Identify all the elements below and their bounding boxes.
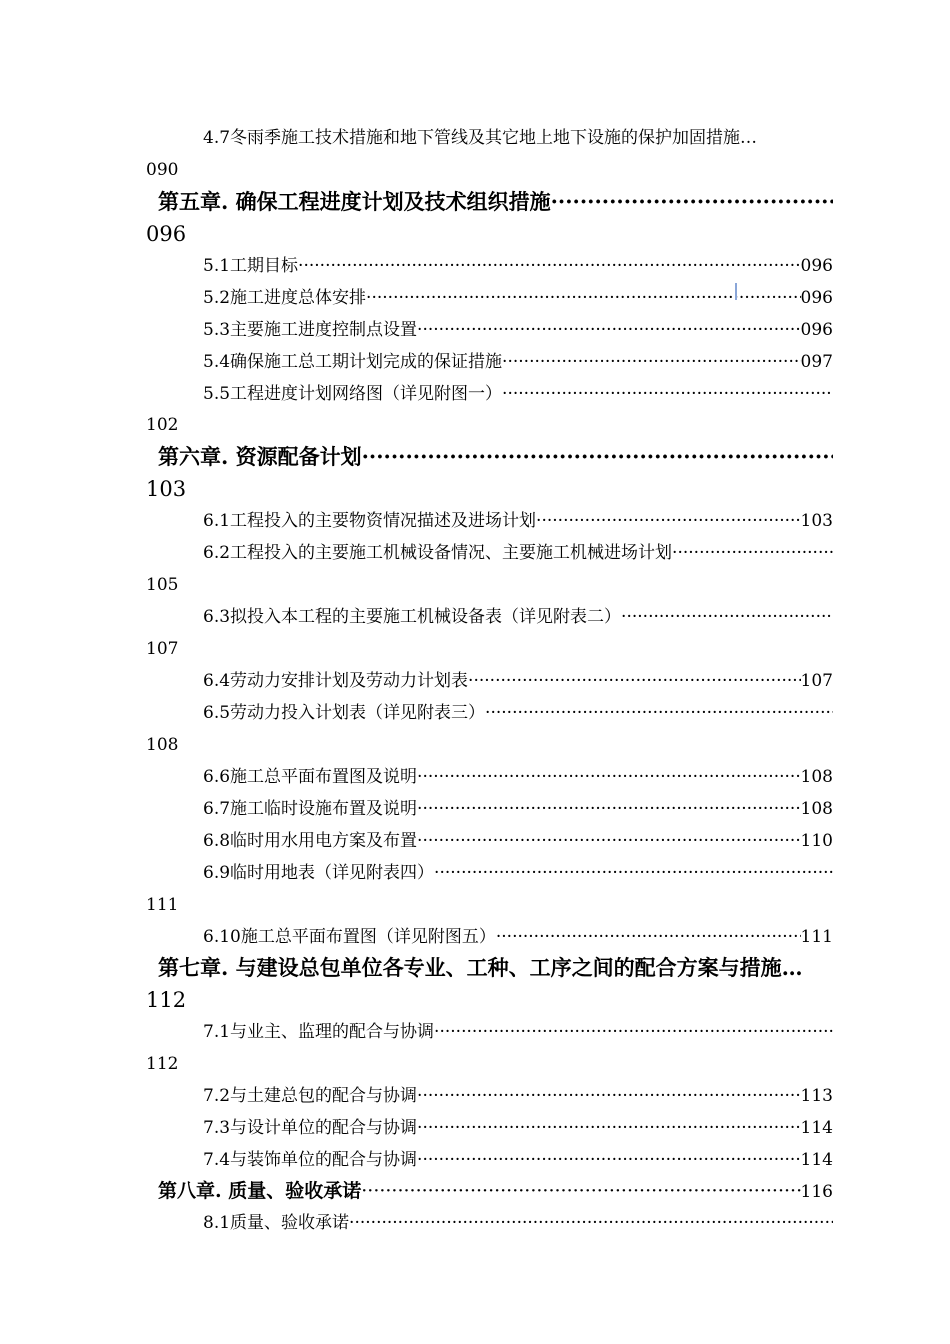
toc-entry-title: 6.3拟投入本工程的主要施工机械设备表（详见附表二） <box>203 607 622 627</box>
toc-leader-dots <box>361 1178 800 1204</box>
toc-entry-page: 097 <box>800 352 833 372</box>
toc-entry-title: 6.1工程投入的主要物资情况描述及进场计划 <box>203 511 537 531</box>
toc-entry-page: 090 <box>146 160 179 180</box>
toc-entry-title: 6.6施工总平面布置图及说明 <box>203 767 418 787</box>
toc-entry-6-6[interactable] <box>203 764 833 790</box>
toc-entry-8-1[interactable] <box>203 1210 833 1236</box>
toc-entry-page: 108 <box>800 799 833 819</box>
toc-entry-6-10[interactable] <box>203 924 833 950</box>
toc-entry-title: 5.2施工进度总体安排 <box>203 288 367 308</box>
toc-entry-page: 096 <box>800 288 833 308</box>
toc-entry-title: 5.4确保施工总工期计划完成的保证措施 <box>203 352 503 372</box>
toc-entry-page: 111 <box>146 895 179 915</box>
toc-leader-dots <box>496 924 801 950</box>
toc-leader-dots <box>536 508 801 534</box>
toc-leader-dots <box>349 1210 833 1236</box>
toc-entry-6-9[interactable] <box>203 860 833 886</box>
toc-leader-dots <box>621 604 833 630</box>
toc-entry-title: 5.3主要施工进度控制点设置 <box>203 320 418 340</box>
toc-entry-page: 111 <box>800 927 833 947</box>
toc-entry-page: 108 <box>146 735 179 755</box>
toc-entry-title: 6.4劳动力安排计划及劳动力计划表 <box>203 671 469 691</box>
toc-entry-title: 5.5工程进度计划网络图（详见附图一） <box>203 384 503 404</box>
toc-entry-6-3[interactable] <box>203 604 833 630</box>
toc-leader-dots <box>551 187 833 217</box>
toc-entry-title: 6.10施工总平面布置图（详见附图五） <box>203 927 496 947</box>
toc-entry-5-2[interactable] <box>203 285 833 311</box>
toc-entry-title: 7.2与土建总包的配合与协调 <box>203 1086 418 1106</box>
toc-chapter-page: 103 <box>146 477 187 501</box>
toc-chapter-6[interactable] <box>158 442 833 472</box>
toc-entry-6-1[interactable] <box>203 508 833 534</box>
toc-entry-5-5[interactable] <box>203 381 833 407</box>
toc-entry-title: 5.1工期目标 <box>203 256 299 276</box>
toc-entry-page: 103 <box>800 511 833 531</box>
toc-leader-dots <box>502 349 801 375</box>
toc-entry-page: 114 <box>800 1150 833 1170</box>
toc-entry-page: 096 <box>800 320 833 340</box>
toc-entry-title: 6.2工程投入的主要施工机械设备情况、主要施工机械进场计划 <box>203 543 673 563</box>
toc-entry-title: 6.8临时用水用电方案及布置 <box>203 831 418 851</box>
toc-entry-title: 6.5劳动力投入计划表（详见附表三） <box>203 703 486 723</box>
toc-entry-6-8[interactable] <box>203 828 833 854</box>
toc-chapter-page: 096 <box>146 222 187 246</box>
toc-leader-dots <box>362 442 833 472</box>
toc-chapter-8[interactable] <box>158 1178 833 1204</box>
toc-entry-7-2[interactable] <box>203 1083 833 1109</box>
toc-entry-page: 102 <box>146 415 179 435</box>
toc-leader-dots <box>434 860 833 886</box>
toc-entry-page: 107 <box>146 639 179 659</box>
toc-leader-dots <box>502 381 833 407</box>
toc-leader-dots <box>485 700 833 726</box>
toc-entry-page: 113 <box>800 1086 833 1106</box>
toc-entry-page: 107 <box>800 671 833 691</box>
toc-entry-page: 108 <box>800 767 833 787</box>
toc-leader-dots <box>298 253 801 279</box>
toc-chapter-title: 第五章. 确保工程进度计划及技术组织措施 <box>158 189 551 214</box>
toc-entry-7-1[interactable] <box>203 1019 833 1045</box>
toc-leader-dots <box>468 668 801 694</box>
toc-chapter-5[interactable] <box>158 187 833 217</box>
toc-entry-6-2[interactable] <box>203 540 833 566</box>
toc-chapter-title: 第六章. 资源配备计划 <box>158 444 362 469</box>
toc-leader-dots <box>417 1147 801 1173</box>
toc-leader-dots <box>417 828 801 854</box>
toc-entry-5-1[interactable] <box>203 253 833 279</box>
toc-leader-dots <box>434 1019 833 1045</box>
toc-leader-dots <box>417 1083 801 1109</box>
toc-leader-dots <box>417 317 801 343</box>
toc-entry-page: 105 <box>146 575 179 595</box>
toc-entry-page: 114 <box>800 1118 833 1138</box>
toc-entry-page: 110 <box>800 831 833 851</box>
toc-entry-title: 6.7施工临时设施布置及说明 <box>203 799 418 819</box>
toc-entry-7-4[interactable] <box>203 1147 833 1173</box>
toc-entry-6-7[interactable] <box>203 796 833 822</box>
toc-entry-6-4[interactable] <box>203 668 833 694</box>
text-cursor <box>735 283 737 300</box>
toc-chapter-title: 第八章. 质量、验收承诺 <box>158 1180 362 1202</box>
toc-entry-5-3[interactable] <box>203 317 833 343</box>
toc-chapter-page: 116 <box>800 1182 833 1202</box>
toc-entry-title: 8.1质量、验收承诺 <box>203 1213 350 1233</box>
toc-entry-title: 7.3与设计单位的配合与协调 <box>203 1118 418 1138</box>
toc-entry-page: 096 <box>800 256 833 276</box>
toc-chapter-page: 112 <box>146 988 187 1012</box>
toc-entry-7-3[interactable] <box>203 1115 833 1141</box>
toc-leader-dots <box>417 796 801 822</box>
toc-leader-dots <box>417 764 801 790</box>
toc-leader-dots <box>672 540 833 566</box>
toc-entry-title: 6.9临时用地表（详见附表四） <box>203 863 435 883</box>
toc-entry-6-5[interactable] <box>203 700 833 726</box>
toc-chapter-title: 第七章. 与建设总包单位各专业、工种、工序之间的配合方案与措施… <box>158 955 803 980</box>
toc-chapter-7[interactable] <box>158 953 833 983</box>
toc-entry-title: 7.4与装饰单位的配合与协调 <box>203 1150 418 1170</box>
toc-entry-title: 7.1与业主、监理的配合与协调 <box>203 1022 435 1042</box>
toc-entry-5-4[interactable] <box>203 349 833 375</box>
toc-entry-4-7[interactable] <box>203 125 833 151</box>
toc-entry-title: 4.7冬雨季施工技术措施和地下管线及其它地上地下设施的保护加固措施… <box>203 128 758 148</box>
toc-entry-page: 112 <box>146 1054 179 1074</box>
toc-leader-dots <box>417 1115 801 1141</box>
